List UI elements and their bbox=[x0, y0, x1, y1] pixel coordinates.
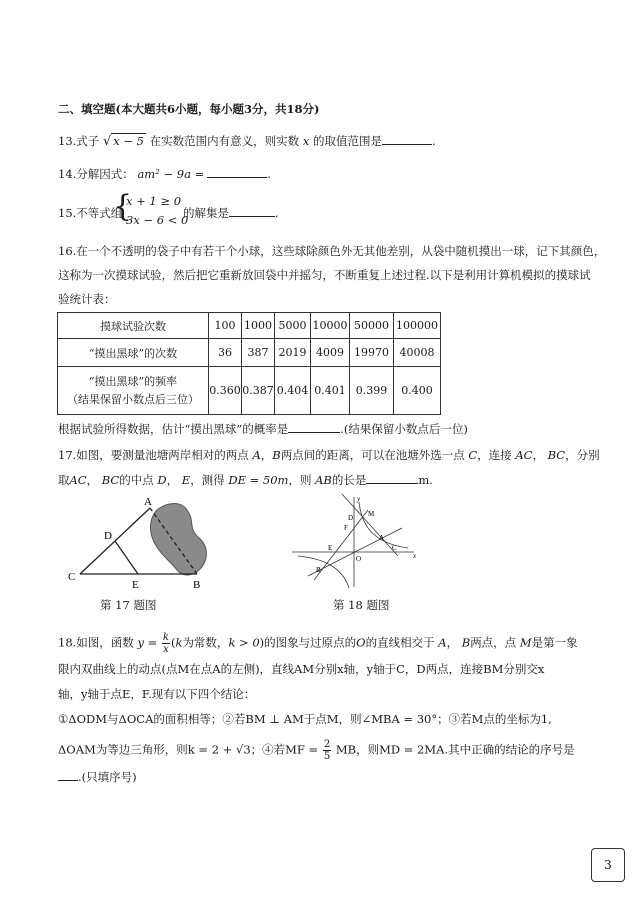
question-15-prefix: 15.不等式组 bbox=[58, 206, 123, 220]
table-cell: 36 bbox=[209, 339, 242, 367]
segment-DE bbox=[115, 541, 138, 574]
q13-var: x bbox=[302, 134, 310, 148]
figure-18 bbox=[286, 492, 426, 592]
table-cell: 387 bbox=[242, 339, 275, 367]
q16-line3: 验统计表： bbox=[58, 292, 116, 306]
label-D: D bbox=[104, 530, 112, 542]
table-cell: 50000 bbox=[350, 313, 394, 339]
table-cell: 0.404 bbox=[275, 367, 311, 415]
q14-expr: am² − 9a = bbox=[137, 167, 205, 181]
q18-var: M bbox=[519, 635, 532, 650]
q13-suffix: 的取值范围是 bbox=[312, 134, 382, 148]
q18-text: ( bbox=[170, 635, 176, 650]
pond-shape bbox=[151, 503, 207, 575]
q17-text: ， bbox=[86, 473, 99, 487]
q16-line2: 这称为一次摸球试验，然后把它重新放回袋中并摇匀，不断重复上述过程.以下是利用计算机模拟的摸球试 bbox=[58, 268, 591, 282]
q17-text: 取 bbox=[58, 473, 70, 487]
q17-var: AC bbox=[69, 473, 87, 487]
row-header-frequency-b: （结果保留小数点后三位） bbox=[67, 392, 199, 406]
q17-var: AC bbox=[515, 448, 533, 462]
label-O: O bbox=[356, 555, 362, 563]
q16-answer bbox=[58, 421, 468, 437]
q17-var: BC bbox=[101, 473, 120, 487]
q17-var: D bbox=[157, 473, 167, 487]
table-row bbox=[58, 367, 441, 415]
label-x: x bbox=[413, 552, 417, 560]
question-14 bbox=[58, 166, 271, 182]
q18-text: MB，则MD = 2MA.其中正确的结论的序号是 bbox=[335, 742, 575, 757]
label-F: F bbox=[344, 524, 348, 532]
fraction-numerator: 2 bbox=[323, 739, 331, 750]
q13-middle: 在实数范围内有意义，则实数 bbox=[149, 134, 300, 148]
label-C: C bbox=[392, 544, 397, 552]
q18-text: 的直线相交于 bbox=[365, 635, 435, 650]
line-AM bbox=[342, 494, 398, 556]
table-cell: 0.400 bbox=[394, 367, 441, 415]
q18-var: A bbox=[438, 635, 447, 650]
figure-17-caption: 第 17 题图 bbox=[100, 598, 157, 612]
table-cell: 0.387 bbox=[242, 367, 275, 415]
line-BM bbox=[314, 510, 368, 580]
q17-text: ，则 bbox=[288, 473, 312, 487]
label-B: B bbox=[193, 579, 201, 591]
q17-var: B bbox=[272, 448, 281, 462]
q18-text: )的图象与过原点的 bbox=[259, 635, 357, 650]
row-header-trials: 摸球试验次数 bbox=[58, 313, 209, 339]
table-cell: 1000 bbox=[242, 313, 275, 339]
k-over-x-fraction bbox=[162, 632, 170, 655]
q17-text: 的中点 bbox=[119, 473, 154, 487]
table-row bbox=[58, 339, 441, 367]
q18-expr: k > 0 bbox=[228, 635, 260, 650]
q18-line6 bbox=[58, 769, 137, 785]
q18-answer-blank[interactable] bbox=[58, 769, 78, 781]
q14-prefix: 14.分解因式： bbox=[58, 167, 134, 181]
q18-text: 两点，点 bbox=[470, 635, 517, 650]
q18-text: ΔOAM为等边三角形，则k = 2 + √3；④若MF = bbox=[58, 742, 319, 757]
q17-var: A bbox=[252, 448, 261, 462]
sqrt-radical: √ bbox=[102, 134, 112, 149]
brace-icon: { bbox=[113, 189, 133, 224]
q18-line5 bbox=[58, 739, 575, 762]
q18-expr: y = bbox=[137, 635, 158, 650]
question-13 bbox=[58, 133, 436, 150]
q17-answer-blank[interactable] bbox=[366, 472, 418, 484]
q17-unit: m bbox=[418, 473, 430, 487]
q13-radicand: x − 5 bbox=[113, 134, 144, 148]
q15-answer-blank[interactable] bbox=[229, 205, 275, 217]
table-cell: 0.401 bbox=[311, 367, 350, 415]
q17-var: C bbox=[468, 448, 478, 462]
q17-expr: DE = 50m bbox=[228, 473, 289, 487]
q13-answer-blank[interactable] bbox=[382, 133, 432, 145]
q17-text: ，连接 bbox=[477, 448, 512, 462]
q15-line2: 3x − 6 < 0 bbox=[126, 213, 189, 227]
q17-var: AB bbox=[315, 473, 332, 487]
q13-end: . bbox=[431, 134, 436, 148]
experiment-table bbox=[57, 312, 441, 415]
label-M: M bbox=[368, 510, 375, 518]
table-cell: 5000 bbox=[275, 313, 311, 339]
q17-line2: 取AC， BC的中点 D， E，测得 DE = 50m，则 AB的长是 m. bbox=[58, 473, 433, 487]
q17-text: 的长是 bbox=[331, 473, 367, 487]
q18-var: k bbox=[175, 635, 183, 650]
table-cell: 2019 bbox=[275, 339, 311, 367]
table-cell: 0.399 bbox=[350, 367, 394, 415]
table-cell: 10000 bbox=[311, 313, 350, 339]
label-B: B bbox=[316, 566, 321, 574]
q18-line4: ①ΔODM与ΔOCA的面积相等；②若BM ⊥ AM于点M，则∠MBA = 30°；③若M点的坐标为1, bbox=[58, 712, 552, 726]
table-cell: 100000 bbox=[394, 313, 441, 339]
table-cell: 100 bbox=[209, 313, 242, 339]
q17-text: ，分别 bbox=[565, 448, 600, 462]
q17-text: ， bbox=[260, 448, 273, 462]
q17-var: E bbox=[181, 473, 191, 487]
q17-text: 两点间的距离，可以在池塘外选一点 bbox=[280, 448, 465, 462]
q18-line3: 轴，y轴于点E，F.现有以下四个结论： bbox=[58, 687, 256, 701]
q18-text: .(只填序号) bbox=[78, 770, 137, 784]
q17-var: BC bbox=[547, 448, 566, 462]
label-E: E bbox=[328, 544, 333, 552]
q14-answer-blank[interactable] bbox=[207, 166, 267, 178]
q16-answer-blank[interactable] bbox=[288, 421, 340, 433]
q18-text: 是第一象 bbox=[531, 635, 578, 650]
q18-line1 bbox=[58, 632, 578, 655]
label-E: E bbox=[132, 579, 139, 591]
q18-var: B bbox=[461, 635, 471, 650]
page-number: 3 bbox=[591, 848, 625, 882]
q18-text: 18.如图，函数 bbox=[58, 635, 134, 650]
q17-text: ， bbox=[532, 448, 544, 462]
figure-18-caption: 第 18 题图 bbox=[333, 598, 390, 612]
two-fifths-fraction bbox=[323, 739, 331, 762]
q16-answer-suffix: .(结果保留小数点后一位) bbox=[340, 422, 468, 436]
question-15-tail bbox=[183, 205, 279, 221]
q17-text: ，测得 bbox=[190, 473, 225, 487]
q18-line2: 限内双曲线上的动点(点M在点A的左侧)，直线AM分别x轴，y轴于C，D两点，连接BM分别交x bbox=[58, 662, 545, 676]
q13-prefix: 13.式子 bbox=[58, 134, 100, 148]
table-cell: 0.360 bbox=[209, 367, 242, 415]
label-D: D bbox=[348, 514, 354, 522]
fraction-denominator: 5 bbox=[323, 751, 331, 762]
fraction-numerator: k bbox=[162, 632, 169, 643]
q17-line1 bbox=[58, 447, 600, 463]
q18-text: 为常数， bbox=[182, 635, 229, 650]
row-header-frequency-a: “摸出黑球”的频率 bbox=[88, 374, 178, 388]
table-cell: 19970 bbox=[350, 339, 394, 367]
q15-line1: x + 1 ≥ 0 bbox=[126, 194, 182, 208]
q16-answer-prefix: 根据试验所得数据，估计“摸出黑球”的概率是 bbox=[58, 422, 289, 436]
q18-text: ， bbox=[446, 635, 459, 650]
section-title: 二、填空题(本大题共6小题，每小题3分，共18分) bbox=[58, 102, 320, 116]
row-header-frequency bbox=[58, 367, 209, 415]
table-row bbox=[58, 313, 441, 339]
label-y: y bbox=[357, 495, 361, 503]
label-A: A bbox=[379, 534, 385, 542]
table-cell: 40008 bbox=[394, 339, 441, 367]
fraction-denominator: x bbox=[163, 644, 169, 655]
q15-end: . bbox=[275, 206, 279, 220]
q18-var: O bbox=[356, 635, 366, 650]
figure-17 bbox=[62, 492, 222, 592]
q16-line1: 16.在一个不透明的袋子中有若干个小球，这些球除颜色外无其他差别，从袋中随机摸出一球，记下其颜色， bbox=[58, 244, 606, 258]
q15-suffix: 的解集是 bbox=[183, 206, 229, 220]
label-C: C bbox=[68, 571, 76, 583]
q17-text: ， bbox=[166, 473, 179, 487]
label-A: A bbox=[144, 496, 152, 508]
row-header-black-count: “摸出黑球”的次数 bbox=[58, 339, 209, 367]
hyperbola-branch-2 bbox=[298, 556, 349, 588]
q17-text: 17.如图，要测量池塘两岸相对的两点 bbox=[58, 448, 249, 462]
table-cell: 4009 bbox=[311, 339, 350, 367]
q14-end: . bbox=[267, 167, 271, 181]
